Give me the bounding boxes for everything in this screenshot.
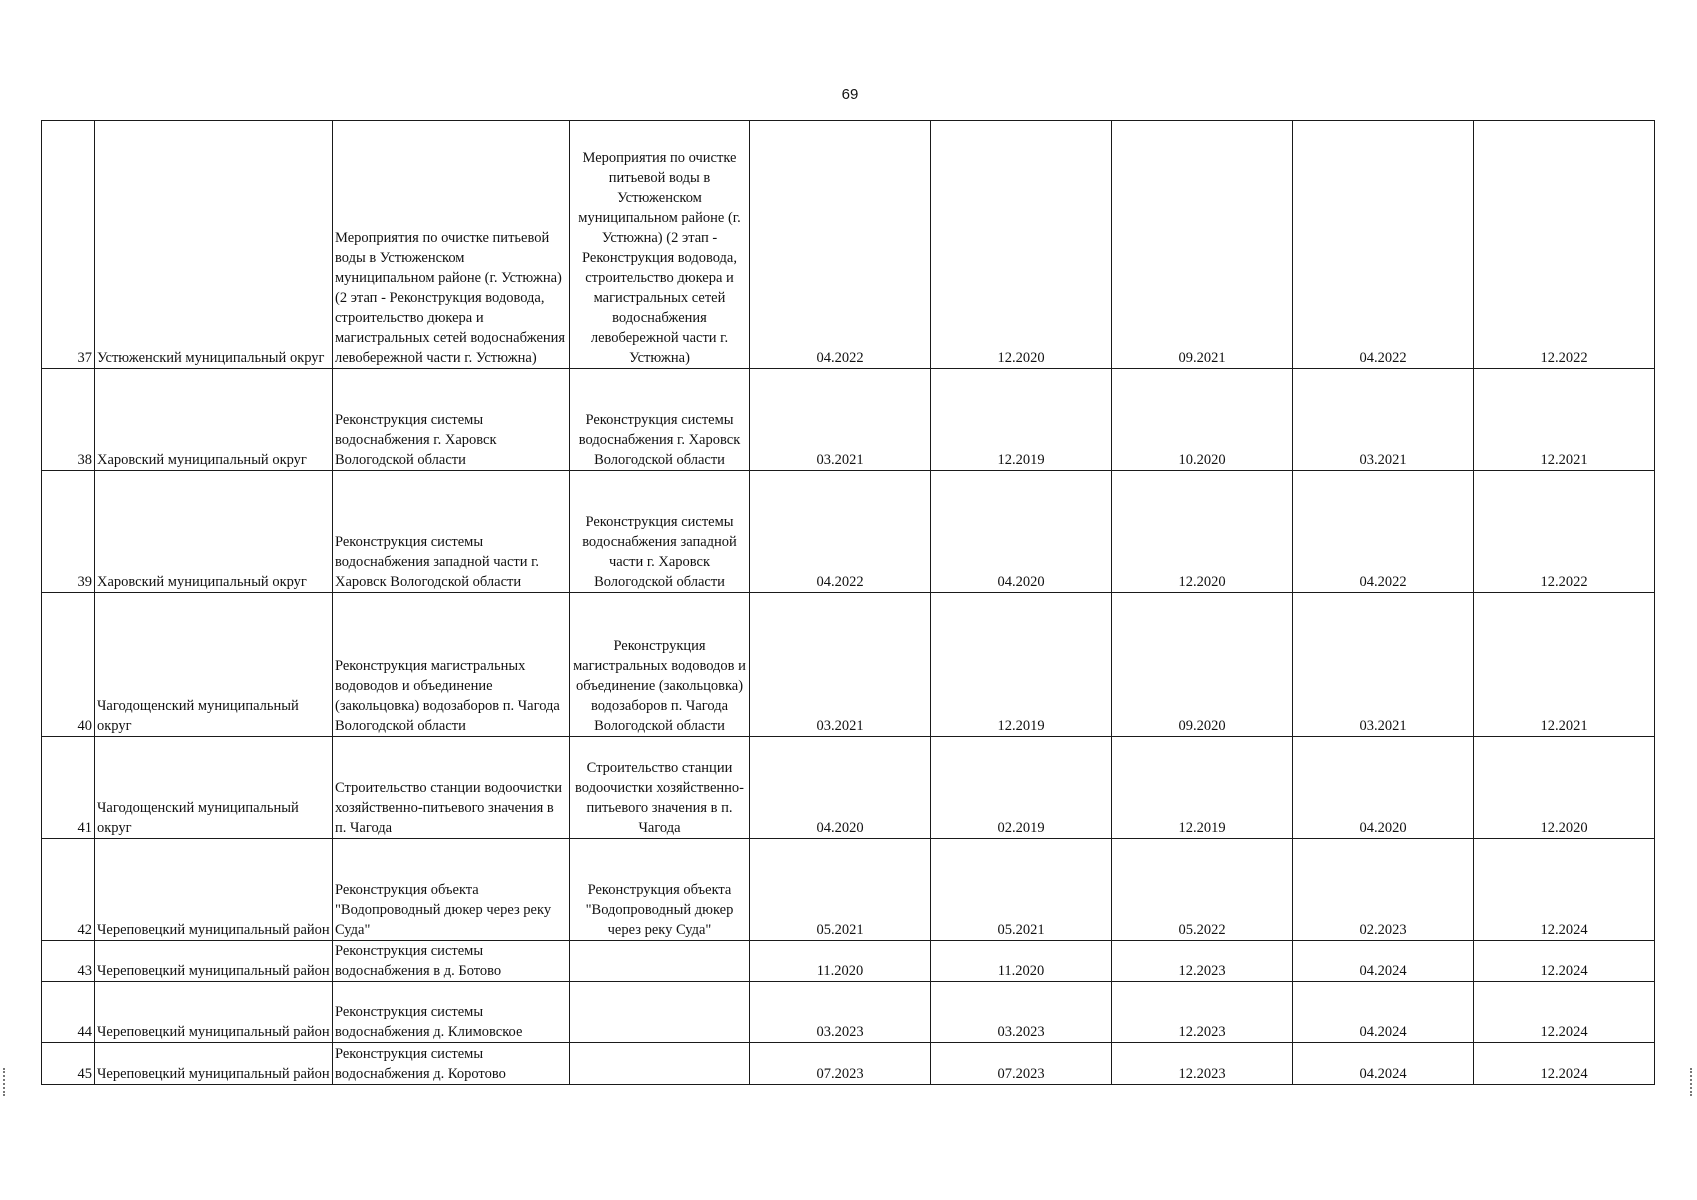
district-cell: Череповецкий муниципальный район [95,1043,333,1085]
date-cell-1: 11.2020 [750,941,931,982]
row-number: 40 [42,593,95,737]
date-cell-1: 04.2020 [750,737,931,839]
date-cell-3: 12.2023 [1112,982,1293,1043]
row-number: 38 [42,369,95,471]
project-description-cell: Мероприятия по очистке питьевой воды в Устюженском муниципальном районе (г. Устюжна) (2 этап - Реконструкция водовода, строительство дюкера и магистральных сетей водоснабжения левобережной части г. Устюжна) [333,121,570,369]
date-cell-2: 03.2023 [931,982,1112,1043]
table-row [42,369,1655,471]
row-number: 45 [42,1043,95,1085]
object-name-cell [570,982,750,1043]
district-cell: Устюженский муниципальный округ [95,121,333,369]
date-cell-3: 12.2023 [1112,1043,1293,1085]
date-cell-5: 12.2021 [1474,369,1655,471]
date-cell-1: 03.2021 [750,369,931,471]
date-cell-5: 12.2024 [1474,941,1655,982]
project-description-cell: Реконструкция системы водоснабжения западной части г. Харовск Вологодской области [333,471,570,593]
date-cell-2: 12.2019 [931,369,1112,471]
date-cell-4: 02.2023 [1293,839,1474,941]
table-row [42,1043,1655,1085]
date-cell-5: 12.2022 [1474,121,1655,369]
page-number: 69 [841,86,859,103]
district-cell: Харовский муниципальный округ [95,471,333,593]
date-cell-5: 12.2024 [1474,982,1655,1043]
object-name-cell: Реконструкция объекта "Водопроводный дюкер через реку Суда" [570,839,750,941]
table-row [42,737,1655,839]
row-number: 42 [42,839,95,941]
date-cell-2: 12.2020 [931,121,1112,369]
date-cell-4: 03.2021 [1293,369,1474,471]
date-cell-2: 12.2019 [931,593,1112,737]
object-name-cell: Реконструкция системы водоснабжения западной части г. Харовск Вологодской области [570,471,750,593]
date-cell-2: 02.2019 [931,737,1112,839]
date-cell-4: 04.2022 [1293,121,1474,369]
date-cell-2: 05.2021 [931,839,1112,941]
date-cell-5: 12.2024 [1474,839,1655,941]
row-number: 43 [42,941,95,982]
project-description-cell: Реконструкция магистральных водоводов и объединение (закольцовка) водозаборов п. Чагода Вологодской области [333,593,570,737]
date-cell-1: 04.2022 [750,471,931,593]
row-number: 37 [42,121,95,369]
district-cell: Череповецкий муниципальный район [95,839,333,941]
table-row [42,982,1655,1043]
object-name-cell: Строительство станции водоочистки хозяйственно-питьевого значения в п. Чагода [570,737,750,839]
date-cell-4: 04.2024 [1293,982,1474,1043]
date-cell-1: 03.2021 [750,593,931,737]
date-cell-1: 07.2023 [750,1043,931,1085]
project-description-cell: Реконструкция системы водоснабжения г. Харовск Вологодской области [333,369,570,471]
row-number: 41 [42,737,95,839]
date-cell-1: 03.2023 [750,982,931,1043]
object-name-cell [570,941,750,982]
date-cell-4: 03.2021 [1293,593,1474,737]
object-name-cell: Реконструкция системы водоснабжения г. Харовск Вологодской области [570,369,750,471]
table-row [42,121,1655,369]
date-cell-3: 09.2020 [1112,593,1293,737]
scan-edge-mark-right [1690,1068,1694,1096]
district-cell: Череповецкий муниципальный район [95,982,333,1043]
district-cell: Череповецкий муниципальный район [95,941,333,982]
district-cell: Чагодощенский муниципальный округ [95,737,333,839]
row-number: 44 [42,982,95,1043]
date-cell-3: 12.2019 [1112,737,1293,839]
date-cell-4: 04.2020 [1293,737,1474,839]
row-number: 39 [42,471,95,593]
date-cell-2: 07.2023 [931,1043,1112,1085]
water-supply-schedule-table [41,120,1655,1085]
table-row [42,471,1655,593]
date-cell-4: 04.2022 [1293,471,1474,593]
date-cell-3: 05.2022 [1112,839,1293,941]
date-cell-3: 09.2021 [1112,121,1293,369]
table-row [42,593,1655,737]
date-cell-5: 12.2022 [1474,471,1655,593]
date-cell-3: 12.2023 [1112,941,1293,982]
date-cell-4: 04.2024 [1293,941,1474,982]
object-name-cell [570,1043,750,1085]
project-description-cell: Реконструкция системы водоснабжения в д. Ботово [333,941,570,982]
date-cell-5: 12.2021 [1474,593,1655,737]
date-cell-1: 05.2021 [750,839,931,941]
date-cell-3: 12.2020 [1112,471,1293,593]
object-name-cell: Реконструкция магистральных водоводов и объединение (закольцовка) водозаборов п. Чагода Вологодской области [570,593,750,737]
project-description-cell: Строительство станции водоочистки хозяйственно-питьевого значения в п. Чагода [333,737,570,839]
date-cell-2: 11.2020 [931,941,1112,982]
table-row [42,941,1655,982]
date-cell-5: 12.2024 [1474,1043,1655,1085]
scan-edge-mark-left [3,1068,7,1096]
district-cell: Харовский муниципальный округ [95,369,333,471]
project-description-cell: Реконструкция системы водоснабжения д. Климовское [333,982,570,1043]
date-cell-2: 04.2020 [931,471,1112,593]
date-cell-3: 10.2020 [1112,369,1293,471]
table-row [42,839,1655,941]
date-cell-5: 12.2020 [1474,737,1655,839]
object-name-cell: Мероприятия по очистке питьевой воды в Устюженском муниципальном районе (г. Устюжна) (2 этап - Реконструкция водовода, строительство дюкера и магистральных сетей водоснабжения левобережной части г. Устюжна) [570,121,750,369]
project-description-cell: Реконструкция объекта "Водопроводный дюкер через реку Суда" [333,839,570,941]
date-cell-4: 04.2024 [1293,1043,1474,1085]
district-cell: Чагодощенский муниципальный округ [95,593,333,737]
date-cell-1: 04.2022 [750,121,931,369]
project-description-cell: Реконструкция системы водоснабжения д. Коротово [333,1043,570,1085]
